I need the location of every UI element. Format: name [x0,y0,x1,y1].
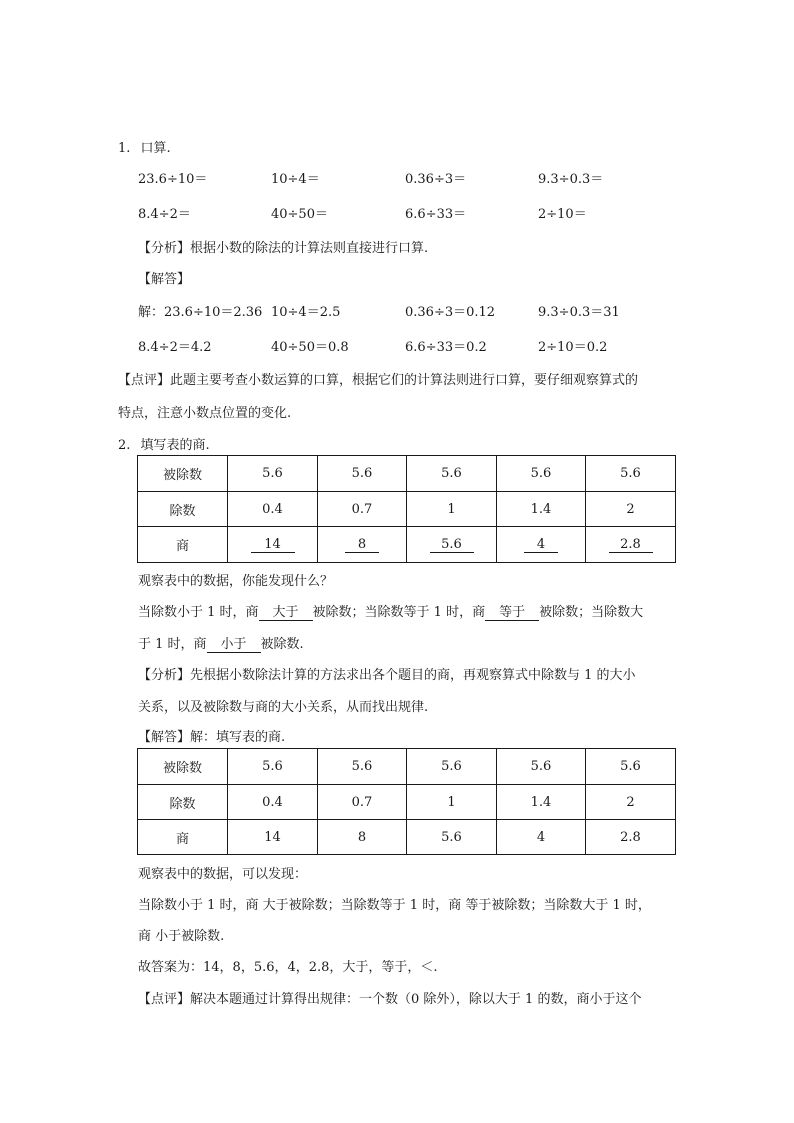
q1-problem-8: 2÷10＝ [538,207,587,222]
quotient-cell: 2.8 [586,820,676,855]
analysis-text: 根据小数的除法的计算法则直接进行口算. [190,241,429,256]
analysis-tag: 【分析】 [138,241,191,256]
fill-blank: 等于 [485,606,539,621]
quotient-cell [318,527,407,563]
q2-title: 填写表的商. [140,438,210,453]
table-row [138,492,676,527]
row-label-dividend: 被除数 [138,749,228,785]
q1-answer-8: 2÷10＝0.2 [538,340,608,355]
comment-text: 此题主要考查小数运算的口算，根据它们的计算法则进行口算，要仔细观察算式的 [170,373,639,388]
dividend-cell: 5.6 [407,456,497,492]
dividend-cell: 5.6 [228,749,318,785]
q2-comment [138,988,641,1007]
analysis-tag: 【分析】 [138,668,191,683]
q2-number: 2. [118,438,131,453]
comment-text: 解决本题通过计算得出规律：一个数（0 除外），除以大于 1 的数，商小于这个 [190,992,642,1007]
quotient-answer: 4 [524,538,558,553]
dividend-cell: 5.6 [318,749,407,785]
q1-title: 口算. [140,141,171,156]
answer-tag: 【解答】 [138,730,191,745]
dividend-cell: 5.6 [586,456,676,492]
quotient-answer: 2.8 [609,538,653,553]
answer-table [137,748,676,855]
q1-answer-3: 0.36÷3＝0.12 [405,305,496,320]
table-row [138,749,676,785]
q2-fill-line2 [138,633,304,653]
dividend-cell: 5.6 [228,456,318,492]
q2-heading [118,434,210,453]
q1-problem-1: 23.6÷10＝ [138,172,208,187]
q1-answer-2: 10÷4＝2.5 [271,305,341,320]
fill-text: 被除数. [260,637,304,652]
row-label-divisor: 除数 [138,785,228,820]
quotient-cell [228,527,318,563]
fill-blank: 小于 [207,638,261,653]
q1-number: 1. [118,141,131,156]
q1-answer-6: 40÷50＝0.8 [271,340,349,355]
q1-heading [118,137,171,156]
fill-text: 被除数；当除数等于 1 时，商 [312,605,486,620]
q2-analysis-line2: 关系，以及被除数与商的大小关系，从而找出规律. [138,700,429,715]
q2-observe: 观察表中的数据，你能发现什么？ [138,574,334,589]
q1-problem-3: 0.36÷3＝ [405,172,467,187]
quotient-cell [497,527,586,563]
q2-final-answer: 故答案为：14，8，5.6，4，2.8，大于，等于，＜. [138,960,438,975]
divisor-cell: 1 [407,785,497,820]
row-label-dividend: 被除数 [138,456,228,492]
divisor-cell: 1.4 [497,785,586,820]
table-row [138,820,676,855]
q1-problem-7: 6.6÷33＝ [405,207,467,222]
divisor-cell: 0.4 [228,492,318,527]
q1-comment-line2: 特点，注意小数点位置的变化. [118,406,292,421]
fill-text: 于 1 时，商 [138,637,207,652]
quotient-answer: 5.6 [430,538,474,553]
dividend-cell: 5.6 [586,749,676,785]
dividend-cell: 5.6 [497,456,586,492]
quotient-cell: 14 [228,820,318,855]
q1-problem-4: 9.3÷0.3＝ [538,172,604,187]
dividend-cell: 5.6 [318,456,407,492]
row-label-quotient: 商 [138,527,228,563]
divisor-cell: 1 [407,492,497,527]
q1-comment-line1 [118,369,638,388]
quotient-cell [407,527,497,563]
fill-blank: 大于 [259,606,313,621]
divisor-cell: 0.7 [318,785,407,820]
q2-conclusion-line2: 商 小于被除数. [138,929,225,944]
quotient-answer: 14 [251,538,295,553]
row-label-quotient: 商 [138,820,228,855]
q1-problem-2: 10÷4＝ [271,172,320,187]
dividend-cell: 5.6 [407,749,497,785]
dividend-cell: 5.6 [497,749,586,785]
q1-problem-5: 8.4÷2＝ [138,207,191,222]
q1-answer-5: 8.4÷2＝4.2 [138,340,212,355]
quotient-answer: 8 [345,538,379,553]
divisor-cell: 2 [586,492,676,527]
q1-problem-6: 40÷50＝ [271,207,328,222]
quotient-cell: 5.6 [407,820,497,855]
answer-intro: 解：填写表的商. [190,730,286,745]
fill-text: 当除数小于 1 时，商 [138,605,259,620]
divisor-cell: 0.4 [228,785,318,820]
table-row [138,785,676,820]
quotient-table [137,455,676,563]
q1-answer-1: 解：23.6÷10＝2.36 [138,305,263,320]
q2-conclusion-line1: 当除数小于 1 时，商 大于被除数；当除数等于 1 时，商 等于被除数；当除数大于 1 时， [138,898,651,913]
q1-answer-4: 9.3÷0.3＝31 [538,305,620,320]
q1-analysis [138,237,428,256]
divisor-cell: 0.7 [318,492,407,527]
fill-text: 被除数；当除数大 [539,605,644,620]
comment-tag: 【点评】 [138,992,191,1007]
divisor-cell: 2 [586,785,676,820]
q2-observe2: 观察表中的数据，可以发现： [138,867,308,882]
analysis-text: 先根据小数除法计算的方法求出各个题目的商，再观察算式中除数与 1 的大小 [190,668,636,683]
q1-answer-7: 6.6÷33＝0.2 [405,340,487,355]
table-row [138,527,676,563]
q2-analysis-line1 [138,664,636,683]
quotient-cell: 8 [318,820,407,855]
row-label-divisor: 除数 [138,492,228,527]
table-row [138,456,676,492]
comment-tag: 【点评】 [118,373,171,388]
q2-fill-line1 [138,601,643,621]
divisor-cell: 1.4 [497,492,586,527]
q1-answer-tag: 【解答】 [138,272,191,287]
q2-answer [138,726,285,745]
quotient-cell: 4 [497,820,586,855]
quotient-cell [586,527,676,563]
